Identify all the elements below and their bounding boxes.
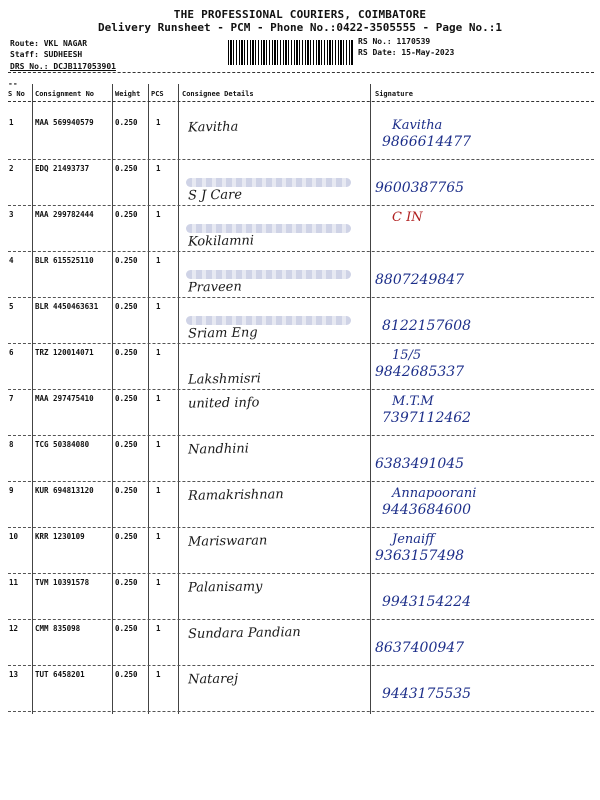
row-weight: 0.250 — [115, 118, 138, 127]
header-divider — [8, 72, 594, 73]
staff-label: Staff: SUDHEESH — [10, 50, 83, 59]
row-sno: 12 — [9, 624, 19, 633]
row-pcs: 1 — [156, 670, 161, 679]
drs-number: DRS No.: DCJB117053901 — [10, 62, 116, 71]
row-signature-phone: 9363157498 — [375, 548, 465, 564]
row-consignee-name: Nandhini — [187, 441, 250, 458]
row-signature: Kavitha — [392, 118, 443, 133]
row-pcs: 1 — [156, 256, 161, 265]
company-title: THE PROFESSIONAL COURIERS, COIMBATORE — [173, 8, 427, 21]
row-consignee-name: united info — [187, 395, 260, 412]
row-consignment-no: TUT 6458201 — [35, 670, 85, 679]
rs-date: RS Date: 15-May-2023 — [358, 48, 455, 57]
table-row — [0, 298, 600, 344]
row-pcs: 1 — [156, 578, 161, 587]
row-weight: 0.250 — [115, 670, 138, 679]
row-consignment-no: MAA 297475410 — [35, 394, 94, 403]
row-signature: C IN — [392, 210, 423, 225]
table-row — [0, 390, 600, 436]
table-row — [0, 344, 600, 390]
row-signature-phone: 9842685337 — [375, 364, 465, 380]
row-pcs: 1 — [156, 532, 161, 541]
row-signature-phone: 8807249847 — [375, 272, 465, 288]
row-signature-phone: 9600387765 — [375, 180, 465, 196]
row-weight: 0.250 — [115, 302, 138, 311]
route-label: Route: VKL NAGAR — [10, 39, 88, 48]
row-consignee-name: Praveen — [187, 279, 242, 296]
row-signature-phone: 8122157608 — [382, 318, 472, 334]
col-consignee: Consignee Details — [182, 90, 254, 98]
row-signature: 15/5 — [392, 348, 422, 363]
redacted-address — [186, 224, 351, 233]
row-pcs: 1 — [156, 440, 161, 449]
row-signature-phone: 9943154224 — [382, 594, 472, 610]
col-consignment: Consignment No — [35, 90, 95, 98]
row-sno: 10 — [9, 532, 19, 541]
table-row — [0, 114, 600, 160]
row-weight: 0.250 — [115, 256, 138, 265]
table-row — [0, 436, 600, 482]
row-consignee-name: S J Care — [187, 187, 243, 204]
table-row — [0, 482, 600, 528]
row-consignee-name: Lakshmisri — [187, 371, 261, 388]
dash-mark: -- — [8, 79, 18, 88]
col-weight: Weight — [115, 90, 141, 98]
row-weight: 0.250 — [115, 348, 138, 357]
row-sno: 2 — [9, 164, 14, 173]
row-signature-phone: 9866614477 — [382, 134, 472, 150]
table-row — [0, 574, 600, 620]
row-consignment-no: TVM 10391578 — [35, 578, 90, 587]
row-sno: 5 — [9, 302, 14, 311]
redacted-address — [186, 270, 351, 279]
row-consignment-no: BLR 615525110 — [35, 256, 94, 265]
table-row — [0, 252, 600, 298]
row-signature-phone: 9443684600 — [382, 502, 472, 518]
row-consignment-no: MAA 299782444 — [35, 210, 94, 219]
row-consignee-name: Mariswaran — [187, 533, 268, 550]
row-signature-phone: 9443175535 — [382, 686, 472, 702]
row-weight: 0.250 — [115, 164, 138, 173]
row-sno: 7 — [9, 394, 14, 403]
row-signature: M.T.M — [392, 394, 434, 409]
row-sno: 4 — [9, 256, 14, 265]
barcode — [228, 40, 353, 65]
row-consignee-name: Ramakrishnan — [187, 487, 284, 504]
row-sno: 3 — [9, 210, 14, 219]
col-pcs: PCS — [151, 90, 164, 98]
row-sno: 13 — [9, 670, 19, 679]
row-sno: 9 — [9, 486, 14, 495]
row-weight: 0.250 — [115, 486, 138, 495]
row-weight: 0.250 — [115, 440, 138, 449]
row-weight: 0.250 — [115, 624, 138, 633]
row-weight: 0.250 — [115, 578, 138, 587]
row-pcs: 1 — [156, 624, 161, 633]
row-signature-phone: 8637400947 — [375, 640, 465, 656]
row-sno: 1 — [9, 118, 14, 127]
rs-number: RS No.: 1170539 — [358, 37, 431, 46]
col-sno: S No — [8, 90, 25, 98]
table-row — [0, 206, 600, 252]
row-divider — [8, 711, 594, 712]
table-row — [0, 666, 600, 712]
row-consignment-no: BLR 4450463631 — [35, 302, 99, 311]
column-header-divider — [8, 101, 594, 102]
row-pcs: 1 — [156, 348, 161, 357]
row-signature-phone: 7397112462 — [382, 410, 472, 426]
row-signature: Annapoorani — [392, 486, 477, 501]
row-consignee-name: Natarej — [187, 671, 239, 688]
runsheet-subtitle: Delivery Runsheet - PCM - Phone No.:0422-3505555 - Page No.:1 — [98, 21, 502, 34]
row-pcs: 1 — [156, 486, 161, 495]
row-consignment-no: TCG 50384080 — [35, 440, 90, 449]
row-signature: Jenaiff — [392, 532, 435, 547]
row-consignment-no: MAA 569940579 — [35, 118, 94, 127]
row-consignee-name: Sundara Pandian — [187, 625, 301, 642]
row-sno: 6 — [9, 348, 14, 357]
row-consignment-no: CMM 835098 — [35, 624, 81, 633]
table-row — [0, 620, 600, 666]
col-signature: Signature — [375, 90, 413, 98]
table-row — [0, 160, 600, 206]
row-consignment-no: TRZ 120014071 — [35, 348, 94, 357]
row-consignment-no: KUR 694813120 — [35, 486, 94, 495]
row-consignment-no: EDQ 21493737 — [35, 164, 90, 173]
row-consignee-name: Kokilamni — [187, 233, 255, 250]
row-consignment-no: KRR 1230109 — [35, 532, 85, 541]
row-weight: 0.250 — [115, 532, 138, 541]
row-pcs: 1 — [156, 302, 161, 311]
row-pcs: 1 — [156, 164, 161, 173]
row-pcs: 1 — [156, 394, 161, 403]
row-weight: 0.250 — [115, 394, 138, 403]
row-consignee-name: Kavitha — [187, 119, 239, 136]
row-sno: 11 — [9, 578, 19, 587]
row-pcs: 1 — [156, 210, 161, 219]
row-weight: 0.250 — [115, 210, 138, 219]
row-consignee-name: Palanisamy — [187, 579, 263, 596]
row-consignee-name: Sriam Eng — [187, 325, 258, 342]
table-row — [0, 528, 600, 574]
row-signature-phone: 6383491045 — [375, 456, 465, 472]
redacted-address — [186, 178, 351, 187]
row-pcs: 1 — [156, 118, 161, 127]
redacted-address — [186, 316, 351, 325]
row-sno: 8 — [9, 440, 14, 449]
